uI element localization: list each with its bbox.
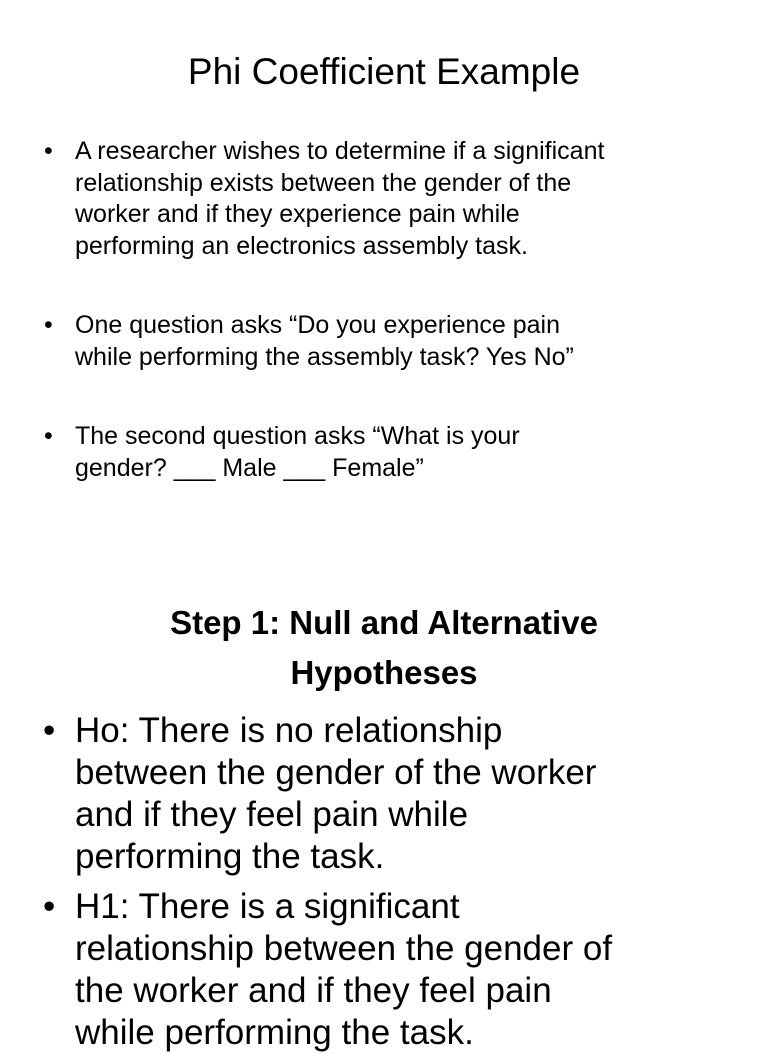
bullet-text-line: worker and if they experience pain while — [75, 200, 520, 228]
step-title — [0, 598, 768, 698]
bullet-list — [44, 136, 745, 484]
bullet-item-question-two — [44, 421, 745, 484]
bullet-text-line: gender? ___ Male ___ Female” — [75, 453, 424, 482]
hypothesis-text-line: relationship between the gender of — [75, 929, 613, 968]
bullet-icon: • — [44, 311, 53, 339]
slide-title: Phi Coefficient Example — [187, 51, 581, 92]
alternative-hypothesis-item — [43, 886, 755, 1054]
bullet-item-researcher — [44, 136, 745, 262]
hypothesis-text-line: performing the task. — [75, 837, 385, 876]
bullet-text-line: performing an electronics assembly task. — [75, 231, 528, 260]
bullet-icon: • — [43, 711, 56, 750]
bullet-text-line: The second question asks “What is your — [75, 422, 520, 450]
hypothesis-text-line: and if they feel pain while — [75, 795, 469, 834]
bullet-icon: • — [44, 137, 53, 165]
bullet-text-line: while performing the assembly task? Yes No” — [75, 342, 574, 371]
bullet-icon: • — [43, 887, 56, 926]
null-hypothesis-item — [43, 710, 755, 878]
hypothesis-text-line: Ho: There is no relationship — [75, 711, 503, 750]
hypotheses-list — [43, 710, 755, 1054]
step-title-line: Hypotheses — [290, 654, 478, 691]
bullet-item-question-one — [44, 310, 745, 373]
bullet-icon: • — [44, 422, 53, 450]
bullet-text-line: One question asks “Do you experience pain — [75, 311, 561, 339]
bullet-text-line: relationship exists between the gender of the — [75, 168, 572, 197]
hypothesis-text-line: H1: There is a significant — [75, 887, 460, 926]
bullet-text-line: A researcher wishes to determine if a significant — [75, 137, 605, 165]
step-title-line: Step 1: Null and Alternative — [170, 604, 598, 641]
hypothesis-text-line: while performing the task. — [75, 1013, 474, 1052]
hypothesis-text-line: the worker and if they feel pain — [75, 971, 552, 1010]
hypothesis-text-line: between the gender of the worker — [75, 753, 597, 792]
